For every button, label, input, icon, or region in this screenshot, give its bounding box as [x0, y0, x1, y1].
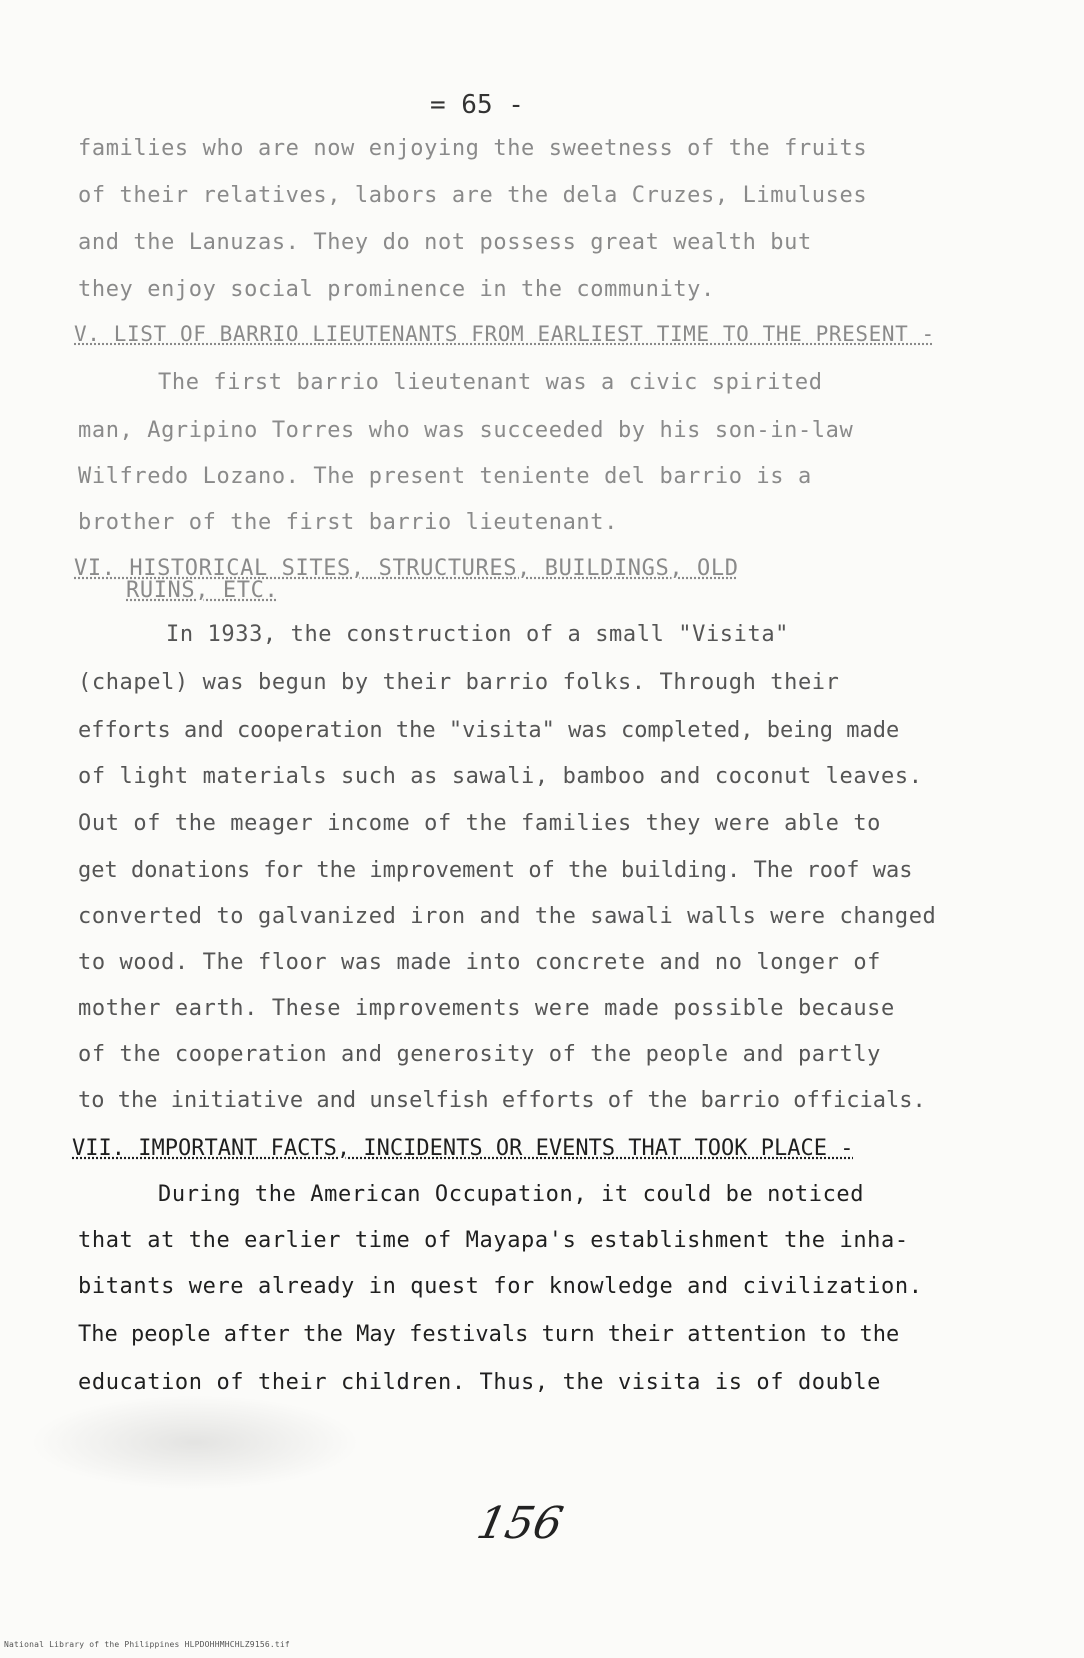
scan-footer: National Library of the Philippines HLPDOHHMHCHLZ9156.tif: [4, 1640, 290, 1649]
text-line: The people after the May festivals turn their attention to the: [78, 1322, 900, 1347]
text-line: brother of the first barrio lieutenant.: [78, 510, 618, 535]
text-line: get donations for the improvement of the building. The roof was: [78, 858, 913, 883]
text-line: mother earth. These improvements were made possible because: [78, 996, 895, 1021]
text-line: families who are now enjoying the sweetness of the fruits: [78, 136, 868, 161]
text-line: education of their children. Thus, the visita is of double: [78, 1370, 882, 1395]
text-line: they enjoy social prominence in the community.: [78, 277, 715, 302]
text-line: In 1933, the construction of a small "Visita": [166, 622, 790, 647]
text-line: to the initiative and unselfish efforts of the barrio officials.: [78, 1088, 926, 1113]
text-line: Wilfredo Lozano. The present teniente del barrio is a: [78, 464, 812, 489]
text-line: to wood. The floor was made into concrete and no longer of: [78, 950, 882, 975]
text-line: The first barrio lieutenant was a civic spirited: [158, 370, 823, 395]
text-line: converted to galvanized iron and the sawali walls were changed: [78, 904, 937, 929]
text-line: of light materials such as sawali, bamboo and coconut leaves.: [78, 764, 923, 789]
scan-smudge: [30, 1395, 360, 1490]
text-line: man, Agripino Torres who was succeeded by his son-in-law: [78, 418, 854, 443]
text-line: and the Lanuzas. They do not possess great wealth but: [78, 230, 812, 255]
text-line: that at the earlier time of Mayapa's establishment the inha-: [78, 1228, 909, 1253]
text-line: (chapel) was begun by their barrio folks. Through their: [78, 670, 840, 695]
text-line: Out of the meager income of the families they were able to: [78, 811, 882, 836]
section-heading-vii: VII. IMPORTANT FACTS, INCIDENTS OR EVENTS THAT TOOK PLACE -: [72, 1136, 854, 1161]
text-line: During the American Occupation, it could be noticed: [158, 1182, 865, 1207]
section-heading-v: V. LIST OF BARRIO LIEUTENANTS FROM EARLIEST TIME TO THE PRESENT -: [74, 322, 935, 346]
page-number: = 65 -: [430, 90, 524, 120]
text-line: of their relatives, labors are the dela Cruzes, Limuluses: [78, 183, 868, 208]
text-line: efforts and cooperation the "visita" was completed, being made: [78, 718, 900, 743]
text-line: bitants were already in quest for knowledge and civilization.: [78, 1274, 923, 1299]
section-heading-vi-cont: RUINS, ETC.: [126, 578, 279, 603]
text-line: of the cooperation and generosity of the people and partly: [78, 1042, 882, 1067]
section-heading-vi: VI. HISTORICAL SITES, STRUCTURES, BUILDINGS, OLD: [74, 556, 739, 581]
handwritten-page-number: 156: [472, 1498, 568, 1549]
